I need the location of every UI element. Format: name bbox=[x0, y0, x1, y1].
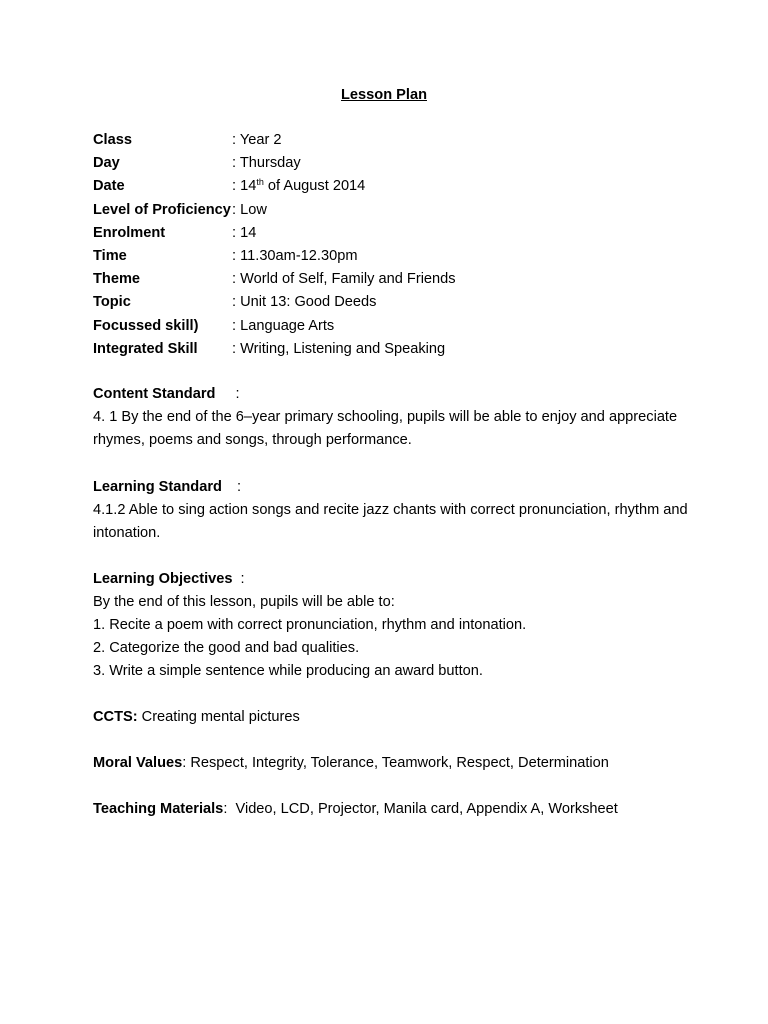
info-value-suffix: of August 2014 bbox=[263, 178, 366, 195]
info-value-superscript: th bbox=[256, 177, 264, 188]
moral-values-line bbox=[93, 752, 609, 775]
info-label: Focussed skill) bbox=[93, 317, 199, 334]
section-colon: : bbox=[236, 479, 241, 495]
info-row-day bbox=[93, 153, 456, 176]
moral-values-value: : Respect, Integrity, Tolerance, Teamwork, Respect, Determination bbox=[182, 755, 609, 771]
info-row-time bbox=[93, 246, 456, 269]
learning-objectives-section bbox=[93, 568, 526, 683]
info-value: : Low bbox=[232, 201, 267, 218]
section-heading: Learning Standard bbox=[93, 479, 222, 495]
info-value: : 14 bbox=[232, 224, 257, 241]
info-value: : Unit 13: Good Deeds bbox=[232, 294, 377, 311]
page-title: Lesson Plan bbox=[341, 87, 427, 103]
info-label: Time bbox=[93, 247, 127, 264]
section-colon: : bbox=[235, 386, 240, 402]
info-row-focussed-skill bbox=[93, 316, 456, 339]
info-label: Class bbox=[93, 132, 132, 148]
info-value: : Thursday bbox=[232, 155, 301, 172]
teaching-materials-line bbox=[93, 798, 618, 821]
info-value: : Writing, Listening and Speaking bbox=[232, 340, 446, 357]
info-label: Topic bbox=[93, 294, 131, 311]
learning-standard-heading-line bbox=[93, 476, 688, 499]
info-label: Level of Proficiency bbox=[93, 201, 231, 218]
section-line: 1. Recite a poem with correct pronunciation, rhythm and intonation. bbox=[93, 617, 527, 633]
teaching-materials-value: : Video, LCD, Projector, Manila card, Appendix A, Worksheet bbox=[223, 801, 618, 817]
lesson-info-table bbox=[93, 130, 456, 362]
info-label: Enrolment bbox=[93, 224, 166, 241]
info-label: Integrated Skill bbox=[93, 340, 198, 357]
section-line: intonation. bbox=[93, 525, 161, 541]
info-row-enrolment bbox=[93, 223, 456, 246]
moral-values-label: Moral Values bbox=[93, 755, 183, 771]
info-value: : Language Arts bbox=[232, 317, 335, 334]
ccts-line bbox=[93, 706, 300, 729]
info-value: : World of Self, Family and Friends bbox=[232, 271, 456, 288]
section-colon: : bbox=[240, 571, 245, 587]
section-line: rhymes, poems and songs, through performance. bbox=[93, 432, 412, 448]
info-label: Theme bbox=[93, 271, 141, 288]
info-row-topic bbox=[93, 292, 456, 315]
content-standard-heading-line bbox=[93, 383, 677, 406]
section-line: 3. Write a simple sentence while producing an award button. bbox=[93, 663, 483, 679]
info-row-date bbox=[93, 176, 456, 199]
content-standard-section bbox=[93, 383, 677, 452]
info-row-level bbox=[93, 200, 456, 223]
section-heading: Learning Objectives bbox=[93, 571, 233, 587]
info-row-theme bbox=[93, 269, 456, 292]
info-label: Date bbox=[93, 178, 125, 195]
info-row-integrated-skill bbox=[93, 339, 456, 362]
section-line: By the end of this lesson, pupils will be able to: bbox=[93, 594, 395, 610]
info-label: Day bbox=[93, 155, 120, 172]
info-value-prefix: : 14 bbox=[232, 178, 257, 195]
learning-standard-section bbox=[93, 476, 688, 545]
info-value: : 11.30am-12.30pm bbox=[232, 247, 358, 264]
section-line: 4. 1 By the end of the 6–year primary schooling, pupils will be able to enjoy and appreciate bbox=[93, 409, 678, 425]
info-row-class bbox=[93, 130, 456, 153]
info-value: : Year 2 bbox=[232, 132, 282, 148]
teaching-materials-label: Teaching Materials bbox=[93, 801, 224, 817]
ccts-value: Creating mental pictures bbox=[137, 709, 300, 725]
section-heading: Content Standard bbox=[93, 386, 216, 402]
learning-objectives-heading-line bbox=[93, 568, 526, 591]
ccts-label: CCTS: bbox=[93, 709, 138, 725]
section-line: 2. Categorize the good and bad qualities. bbox=[93, 640, 360, 656]
section-line: 4.1.2 Able to sing action songs and recite jazz chants with correct pronunciation, rhythm and bbox=[93, 502, 688, 518]
